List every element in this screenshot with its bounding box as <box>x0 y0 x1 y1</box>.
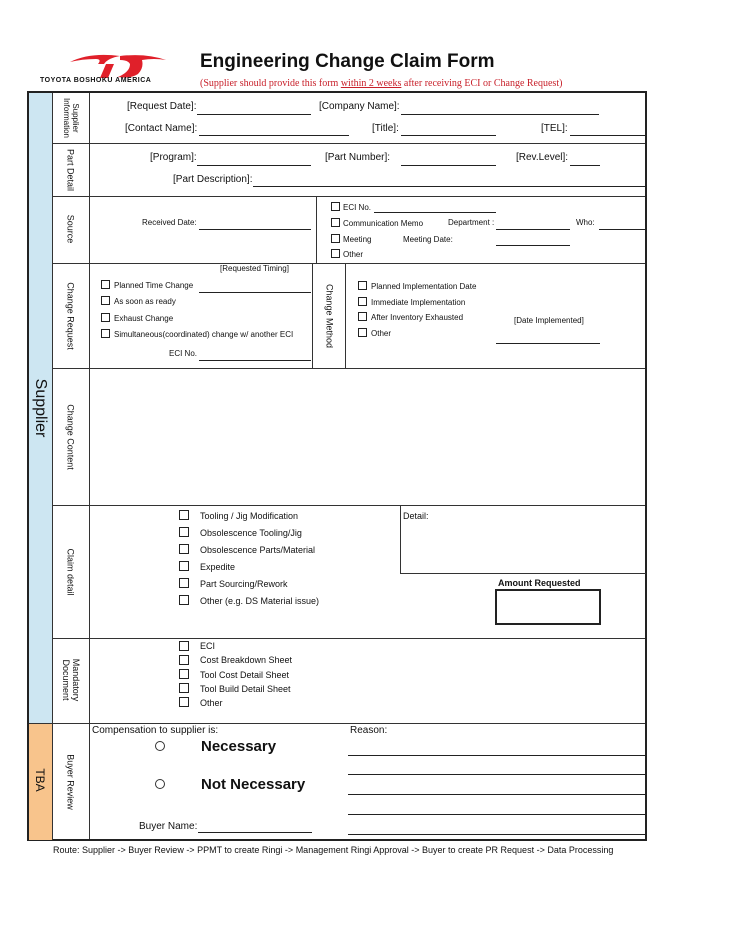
request-date-label: [Request Date]: <box>127 101 197 112</box>
source-other-checkbox[interactable] <box>331 249 340 258</box>
doc-tool-cost-label: Tool Cost Detail Sheet <box>200 670 290 680</box>
claim-sourcing-label: Part Sourcing/Rework <box>200 579 288 589</box>
meeting-date-field[interactable] <box>496 245 570 246</box>
subtitle-underlined: within 2 weeks <box>340 78 402 89</box>
cm-planned-checkbox[interactable] <box>358 281 367 290</box>
section-change-content: Change Content <box>65 404 76 470</box>
department-field[interactable] <box>496 229 570 230</box>
amount-requested-field[interactable] <box>495 589 601 625</box>
tel-label: [TEL]: <box>541 123 568 134</box>
who-field[interactable] <box>599 229 645 230</box>
buyer-name-label: Buyer Name: <box>139 821 198 832</box>
page-title: Engineering Change Claim Form <box>200 51 495 72</box>
cm-other-checkbox[interactable] <box>358 328 367 337</box>
company-name-label: [Company Name]: <box>319 101 400 112</box>
doc-eci-label: ECI <box>200 641 216 651</box>
section-source: Source <box>65 214 76 244</box>
tba-side-label: TBA <box>33 768 47 792</box>
subtitle-post: after receiving ECI or Change Request) <box>401 78 563 89</box>
reason-line-2[interactable] <box>348 774 645 775</box>
subtitle-pre: (Supplier should provide this form <box>200 78 341 89</box>
claim-other-checkbox[interactable] <box>179 595 189 605</box>
section-claim-detail: Claim detail <box>65 548 76 596</box>
cm-immediate-label: Immediate Implementation <box>371 298 466 307</box>
source-eci-field[interactable] <box>374 212 496 213</box>
doc-tool-cost-checkbox[interactable] <box>179 669 189 679</box>
who-label: Who: <box>576 218 595 227</box>
rev-level-field[interactable] <box>570 165 600 166</box>
source-meeting-checkbox[interactable] <box>331 234 340 243</box>
claim-tooling-label: Tooling / Jig Modification <box>200 511 299 521</box>
route-footer: Route: Supplier -> Buyer Review -> PPMT to create Ringi -> Management Ringi Approval -> Buyer to create PR Request -> Data Processing <box>53 845 614 855</box>
cm-planned-label: Planned Implementation Date <box>371 282 477 291</box>
cr-simultaneous-label: Simultaneous(coordinated) change w/ another ECI <box>114 330 294 339</box>
source-eci-label: ECI No. <box>343 203 372 212</box>
claim-other-label: Other (e.g. DS Material issue) <box>200 596 320 606</box>
contact-name-field[interactable] <box>199 135 349 136</box>
doc-other-label: Other <box>200 698 223 708</box>
claim-obs-parts-checkbox[interactable] <box>179 544 189 554</box>
cr-planned-label: Planned Time Change <box>114 281 194 290</box>
request-date-field[interactable] <box>197 114 311 115</box>
not-necessary-label: Not Necessary <box>201 776 306 793</box>
page-subtitle <box>200 79 562 89</box>
section-supplier-information: Supplier Information <box>62 97 80 139</box>
cm-immediate-checkbox[interactable] <box>358 297 367 306</box>
part-description-label: [Part Description]: <box>173 174 253 185</box>
cr-simultaneous-checkbox[interactable] <box>101 329 110 338</box>
cr-planned-checkbox[interactable] <box>101 280 110 289</box>
detail-label: Detail: <box>403 511 429 521</box>
doc-eci-checkbox[interactable] <box>179 641 189 651</box>
reason-label: Reason: <box>350 725 388 736</box>
necessary-radio[interactable] <box>155 741 165 751</box>
detail-box[interactable] <box>400 505 646 574</box>
department-label: Department : <box>448 218 495 227</box>
cr-exhaust-label: Exhaust Change <box>114 314 174 323</box>
received-date-label: Received Date: <box>142 218 197 227</box>
title-label: [Title]: <box>372 123 399 134</box>
not-necessary-radio[interactable] <box>155 779 165 789</box>
compensation-label: Compensation to supplier is: <box>92 725 219 736</box>
date-implemented-field[interactable] <box>496 343 600 344</box>
claim-tooling-checkbox[interactable] <box>179 510 189 520</box>
doc-tool-build-label: Tool Build Detail Sheet <box>200 684 291 694</box>
received-date-field[interactable] <box>199 229 311 230</box>
claim-obs-tooling-label: Obsolescence Tooling/Jig <box>200 528 302 538</box>
claim-obs-parts-label: Obsolescence Parts/Material <box>200 545 316 555</box>
cr-exhaust-checkbox[interactable] <box>101 313 110 322</box>
part-description-field[interactable] <box>253 186 645 187</box>
necessary-label: Necessary <box>201 738 277 755</box>
requested-timing-label: [Requested Timing] <box>220 264 289 273</box>
contact-name-label: [Contact Name]: <box>125 123 198 134</box>
part-number-field[interactable] <box>401 165 496 166</box>
supplier-side-label: Supplier <box>32 378 49 438</box>
tel-field[interactable] <box>570 135 645 136</box>
amount-requested-label: Amount Requested <box>498 578 581 588</box>
rev-level-label: [Rev.Level]: <box>516 152 569 163</box>
claim-sourcing-checkbox[interactable] <box>179 578 189 588</box>
claim-obs-tooling-checkbox[interactable] <box>179 527 189 537</box>
toyota-boshoku-logo-icon <box>68 52 168 80</box>
source-memo-label: Communication Memo <box>343 219 424 228</box>
doc-tool-build-checkbox[interactable] <box>179 683 189 693</box>
cm-other-label: Other <box>371 329 392 338</box>
title-field[interactable] <box>401 135 496 136</box>
cr-asap-label: As soon as ready <box>114 297 176 306</box>
source-memo-checkbox[interactable] <box>331 218 340 227</box>
part-number-label: [Part Number]: <box>325 152 391 163</box>
doc-cost-breakdown-checkbox[interactable] <box>179 655 189 665</box>
claim-expedite-label: Expedite <box>200 562 236 572</box>
section-change-method: Change Method <box>324 283 335 349</box>
source-eci-checkbox[interactable] <box>331 202 340 211</box>
cr-eci-no-field[interactable] <box>199 360 311 361</box>
program-label: [Program]: <box>150 152 197 163</box>
section-part-detail: Part Detail <box>65 148 76 192</box>
doc-other-checkbox[interactable] <box>179 697 189 707</box>
logo-text: TOYOTA BOSHOKU AMERICA <box>40 77 152 84</box>
doc-cost-breakdown-label: Cost Breakdown Sheet <box>200 655 293 665</box>
meeting-date-label: Meeting Date: <box>403 235 453 244</box>
cm-after-inventory-label: After Inventory Exhausted <box>371 313 464 322</box>
section-change-request: Change Request <box>65 282 76 350</box>
source-meeting-label: Meeting <box>343 235 372 244</box>
reason-line-5[interactable] <box>348 834 645 835</box>
section-buyer-review: Buyer Review <box>65 754 76 810</box>
cr-eci-no-label: ECI No. <box>169 349 198 358</box>
requested-timing-field[interactable] <box>199 292 311 293</box>
reason-line-4[interactable] <box>348 814 645 815</box>
reason-line-1[interactable] <box>348 755 645 756</box>
claim-expedite-checkbox[interactable] <box>179 561 189 571</box>
date-implemented-label: [Date Implemented] <box>514 316 584 325</box>
reason-line-3[interactable] <box>348 794 645 795</box>
company-name-field[interactable] <box>401 114 599 115</box>
buyer-name-field[interactable] <box>198 832 312 833</box>
program-field[interactable] <box>197 165 311 166</box>
change-content-area[interactable] <box>90 369 645 504</box>
source-other-label: Other <box>343 250 364 259</box>
section-mandatory-document: Mandatory Document <box>61 658 81 702</box>
cr-asap-checkbox[interactable] <box>101 296 110 305</box>
company-logo <box>40 52 170 92</box>
cm-after-inventory-checkbox[interactable] <box>358 312 367 321</box>
